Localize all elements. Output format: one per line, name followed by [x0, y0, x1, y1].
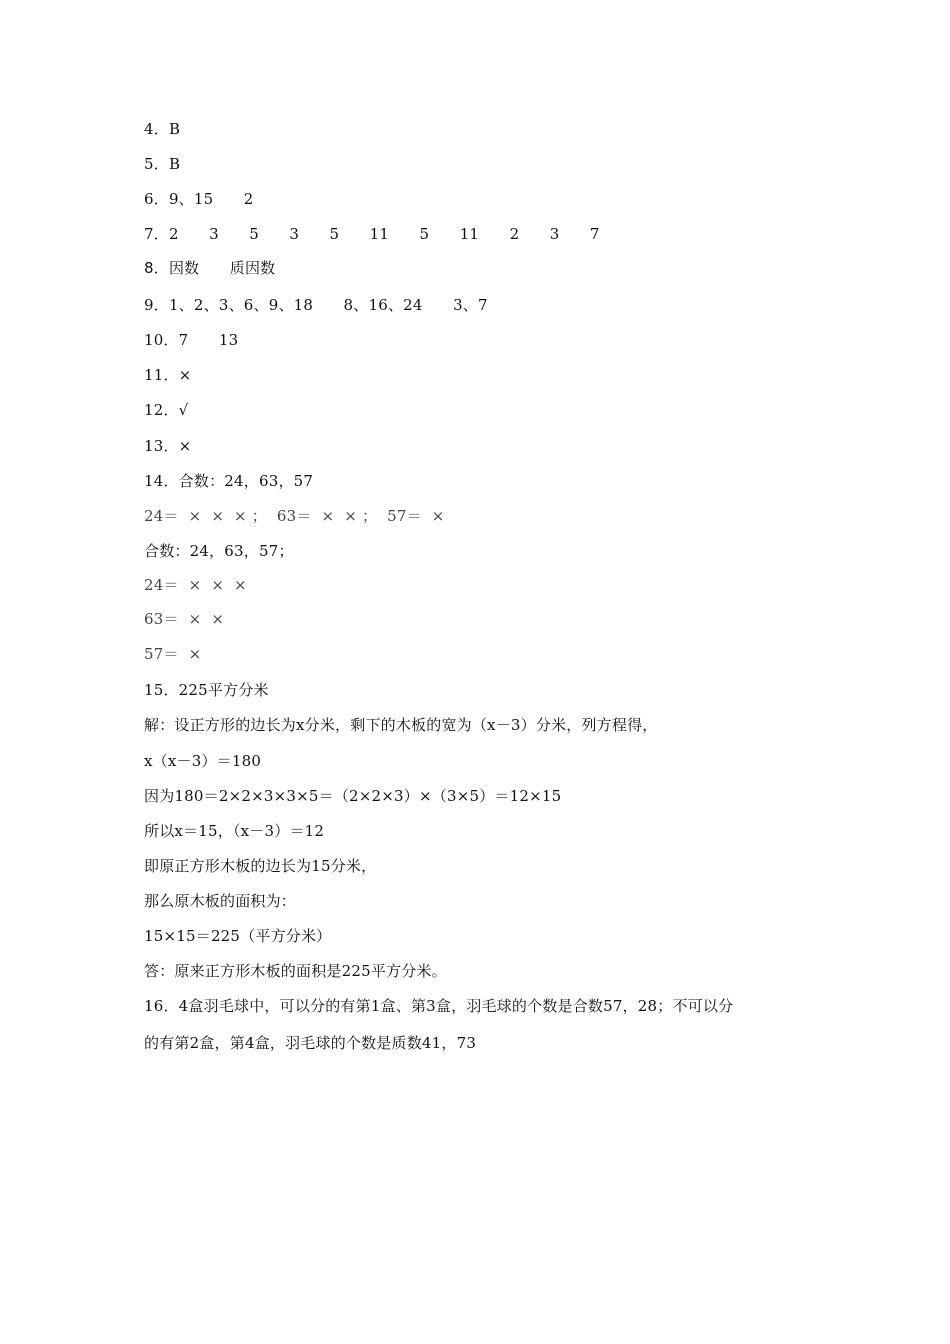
answer-15-solution-4: 所以x＝15，（x－3）＝12 [144, 822, 325, 840]
answer-14-factor-row: 24＝ × × × ； 63＝ × × ； 57＝ × [144, 507, 445, 525]
answer-5: 5．B [144, 155, 181, 173]
answer-9: 9．1、2、3、6、9、18 8、16、24 3、7 [144, 296, 488, 314]
answer-4: 4．B [144, 120, 181, 138]
answer-15-solution-1: 解：设正方形的边长为x分米，剩下的木板的宽为（x－3）分米，列方程得， [144, 716, 658, 734]
answer-6: 6．9、15 2 [144, 190, 254, 208]
answer-15-solution-3: 因为180＝2×2×3×3×5＝（2×2×3）×（3×5）＝12×15 [144, 787, 562, 805]
answer-13: 13．× [144, 437, 192, 455]
answer-15-solution-5: 即原正方形木板的边长为15分米， [144, 857, 377, 875]
answer-14-composite: 合数：24，63，57； [144, 542, 294, 560]
answer-10: 10．7 13 [144, 331, 239, 349]
answer-14-factor-57: 57＝ × [144, 645, 202, 663]
answer-14-factor-63: 63＝ × × [144, 610, 225, 628]
answer-15-solution-6: 那么原木板的面积为： [144, 892, 297, 910]
answer-16-line-1: 16．4盒羽毛球中，可以分的有第1盒、第3盒，羽毛球的个数是合数57，28；不可以分 [144, 997, 734, 1015]
answer-15-solution-7: 15×15＝225（平方分米） [144, 927, 332, 945]
answer-15-heading: 15．225平方分米 [144, 681, 269, 699]
answer-14-factor-24: 24＝ × × × [144, 576, 247, 594]
answer-8: 8．因数 质因数 [144, 259, 276, 277]
answer-15-solution-2: x（x－3）＝180 [144, 752, 262, 770]
answer-15-solution-8: 答：原来正方形木板的面积是225平方分米。 [144, 962, 447, 980]
answer-7: 7．2 3 5 3 5 11 5 11 2 3 7 [144, 225, 600, 243]
answer-12: 12．√ [144, 401, 189, 419]
answer-11: 11．× [144, 366, 192, 384]
answer-16-line-2: 的有第2盒，第4盒，羽毛球的个数是质数41，73 [144, 1034, 477, 1052]
answer-14-heading: 14．合数：24，63，57 [144, 472, 314, 490]
